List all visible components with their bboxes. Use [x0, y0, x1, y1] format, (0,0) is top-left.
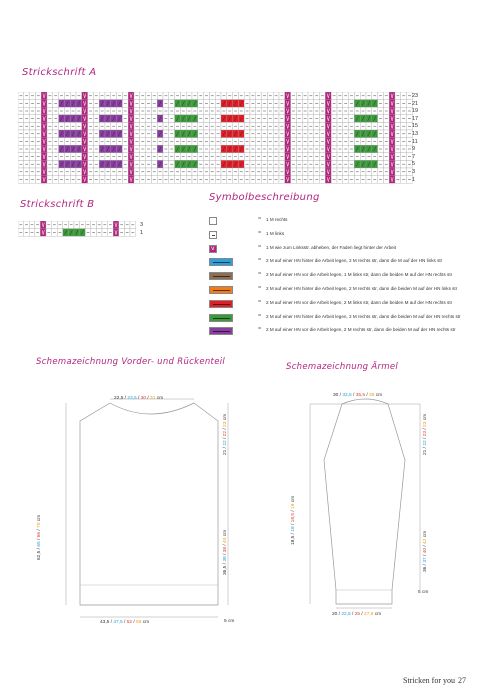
chart-a-heading: Strickschrift A: [22, 67, 97, 78]
page-number: 27: [458, 676, 466, 685]
legend-equals: =: [258, 216, 262, 222]
chart-a-cell: [82, 100, 88, 108]
sleeve-length: 36 / 37 / 40 / 42 cm: [423, 530, 428, 572]
chart-a-cell: [128, 100, 134, 108]
chart-a-cell: [82, 115, 88, 123]
chart-a-cell: [285, 100, 291, 108]
magazine-title: Stricken for you: [403, 676, 455, 685]
chart-a-cell: [128, 168, 134, 176]
chart-a-cell: [41, 92, 47, 100]
page-footer: [403, 676, 466, 685]
legend-heading: Symbolbeschreibung: [209, 192, 320, 203]
chart-a-cell: [128, 122, 134, 130]
chart-a-cell: [389, 145, 395, 153]
chart-a-cell: [325, 138, 331, 146]
chart-a-cell: [128, 160, 134, 168]
chart-a-cell: [41, 122, 47, 130]
chart-a-cell: [41, 145, 47, 153]
chart-a-cell: [285, 168, 291, 176]
chart-a-cell: [82, 138, 88, 146]
body-armhole-depth: 21 / 22 / 22 / 23 cm: [223, 413, 228, 455]
chart-a-cell: [325, 115, 331, 123]
chart-a-cell: [285, 122, 291, 130]
legend-equals: =: [258, 257, 262, 264]
chart-a-cell: [41, 130, 47, 138]
orange-cross-icon: [209, 286, 233, 294]
violet-cross-icon: [209, 327, 233, 335]
chart-a-row-number: 13: [412, 131, 419, 137]
chart-a-cell: [285, 115, 291, 123]
chart-a-cell: [325, 168, 331, 176]
legend-item: [209, 271, 479, 281]
chart-a-cell: [389, 168, 395, 176]
legend-item: [209, 326, 479, 336]
legend-item: [209, 313, 479, 323]
sleeve-total-length: 18,5 / 18 / 18,5 / 19 cm: [291, 495, 296, 545]
body-schematic: [50, 395, 250, 635]
chart-a-cell: [41, 168, 47, 176]
knit-dash-icon: [209, 231, 217, 239]
chart-a-cell: [82, 122, 88, 130]
legend-item: [209, 216, 479, 226]
legend-equals: =: [258, 243, 262, 250]
chart-a-cell: [325, 100, 331, 108]
chart-a-cell: [82, 107, 88, 115]
chart-a-cell: [82, 92, 88, 100]
chart-a-cell: [128, 107, 134, 115]
brown-cross-icon: [209, 272, 233, 280]
legend-equals: =: [258, 285, 262, 291]
chart-a-row-number: 19: [412, 108, 419, 115]
chart-a-row-number: 23: [412, 93, 419, 99]
chart-a-cell: [389, 100, 395, 108]
chart-a-cell: [325, 130, 331, 138]
chart-a-cell: [82, 153, 88, 161]
chart-a-cell: [389, 160, 395, 168]
chart-a-cell: [41, 153, 47, 161]
empty-icon: [209, 217, 217, 225]
legend-equals: =: [258, 298, 262, 305]
chart-a-cell: [41, 115, 47, 123]
chart-b-row-number: 1: [140, 229, 144, 236]
body-rib-height: 5 cm: [224, 619, 235, 624]
chart-a-cell: [285, 130, 291, 138]
red-cross-icon: [209, 300, 233, 308]
chart-a-cell: [285, 160, 291, 168]
body-total-length: 62,5 / 65 / 66 / 70 cm: [37, 514, 42, 560]
chart-a-cell: [285, 92, 291, 100]
chart-a-row-number: 15: [412, 123, 419, 130]
chart-b-cell: [40, 229, 46, 237]
chart-a-cell: [128, 176, 134, 184]
chart-a-row-number: 5: [412, 161, 416, 168]
legend-text: 2 M auf einer HN hinter die Arbeit legen, 2 M rechts str, dann die M auf der HN links str: [266, 258, 443, 264]
legend-item: [209, 230, 479, 240]
chart-a-cell: [325, 107, 331, 115]
legend-equals: =: [258, 271, 262, 278]
chart-a-cell: [285, 107, 291, 115]
legend-text: 2 M auf einer HN vor die Arbeit legen, 2 M links str, dann die beiden M auf der HN rechts str: [266, 299, 453, 305]
chart-a-cell: [389, 176, 395, 184]
legend-text: 2 M auf einer HN hinter die Arbeit legen, 2 M rechts str, dann die beiden M auf der HN links str: [266, 286, 458, 291]
chart-a-cell: [285, 153, 291, 161]
body-top-width: 22,5 / 23,5 / 30 / 31 cm: [114, 396, 164, 401]
chart-a-cell: [82, 160, 88, 168]
chart-a-cell: [389, 115, 395, 123]
body-side-length: 36,5 / 38 / 38 / 40 cm: [223, 529, 228, 575]
legend-text: 1 M links: [266, 230, 285, 236]
chart-a-row-number: 1: [412, 176, 416, 183]
chart-a-cell: [285, 145, 291, 153]
chart-a-cell: [389, 153, 395, 161]
chart-a-cell: [82, 130, 88, 138]
sleeve-rib-height: 5 cm: [418, 590, 429, 595]
chart-a-cell: [128, 92, 134, 100]
sleeve-schematic: [300, 390, 440, 620]
legend-text: 1 M rechts: [266, 217, 288, 222]
chart-a-row-number: 9: [412, 146, 416, 153]
chart-a-cell: [41, 100, 47, 108]
chart-a-cell: [128, 138, 134, 146]
chart-a-row-number: 21: [412, 100, 419, 107]
body-schematic-heading: Schemazeichnung Vorder- und Rückenteil: [36, 357, 226, 367]
chart-a-row-number: 7: [412, 153, 416, 160]
chart-a-cell: [325, 92, 331, 100]
chart-a-cell: [41, 107, 47, 115]
chart-a-cell: [325, 176, 331, 184]
legend-item: [209, 257, 479, 267]
legend-text: 2 M auf einer HN vor die Arbeit legen, 1 M links str, dann die beiden M auf der HN rechts str: [266, 272, 453, 278]
chart-a-cell: [389, 138, 395, 146]
chart-a-cell: [41, 176, 47, 184]
chart-b-cell: [113, 229, 119, 237]
chart-a-cell: [82, 168, 88, 176]
sleeve-schematic-heading: Schemazeichnung Ärmel: [286, 362, 399, 372]
blue-cross-icon: [209, 258, 233, 266]
chart-a-cell: [389, 122, 395, 130]
chart-a-cell: [389, 130, 395, 138]
legend-equals: =: [258, 326, 262, 333]
chart-a-row-number: 3: [412, 169, 416, 175]
legend-item: [209, 244, 479, 254]
purple-slip-icon: v: [209, 245, 217, 253]
chart-a-cell: [325, 153, 331, 161]
chart-a-cell: [389, 107, 395, 115]
sleeve-bottom-width: 20 / 22,5 / 25 / 27,5 cm: [332, 612, 382, 617]
chart-a-cell: [41, 138, 47, 146]
chart-a-cell: [41, 160, 47, 168]
chart-a-cell: [82, 176, 88, 184]
body-bottom-width: 43,5 / 47,5 / 52 / 56 cm: [100, 620, 150, 625]
legend-item: [209, 299, 479, 309]
chart-b-cell: [113, 221, 119, 229]
chart-a-cell: [128, 115, 134, 123]
chart-a-row-number: 11: [412, 138, 418, 145]
chart-a-cell: [285, 138, 291, 146]
chart-b-cell: [40, 221, 46, 229]
legend-text: 1 M wie zum Linksstr. abheben, der Faden liegt hinter der Arbeit: [266, 244, 396, 250]
chart-a-cell: [128, 153, 134, 161]
chart-a-cell: [128, 145, 134, 153]
legend-equals: =: [258, 312, 262, 319]
sleeve-cap-height: 21 / 22 / 23 / 23 cm: [423, 413, 428, 455]
chart-a-cell: [285, 176, 291, 184]
legend-equals: =: [258, 229, 262, 236]
chart-a-cell: [128, 130, 134, 138]
sleeve-top-width: 30 / 32,5 / 35,5 / 36 cm: [333, 393, 383, 398]
chart-a-cell: [325, 145, 331, 153]
chart-b-row-number: 3: [140, 222, 144, 228]
chart-a-cell: [389, 92, 395, 100]
legend-text: 2 M auf einer HN hinter die Arbeit legen, 2 M rechts str, dann die beiden M auf der HN rechts str: [266, 313, 461, 319]
legend-text: 2 M auf einer HN vor die Arbeit legen, 2 M rechts str, dann die beiden M auf der HN rechts str: [266, 327, 456, 333]
chart-a-cell: [82, 145, 88, 153]
chart-b-heading: Strickschrift B: [20, 199, 95, 210]
green-cross-icon: [209, 314, 233, 322]
chart-a-row-number: 17: [412, 115, 419, 122]
legend-item: [209, 285, 479, 295]
chart-a-cell: [325, 122, 331, 130]
chart-a-cell: [325, 160, 331, 168]
chart-b-grid: [18, 221, 138, 237]
